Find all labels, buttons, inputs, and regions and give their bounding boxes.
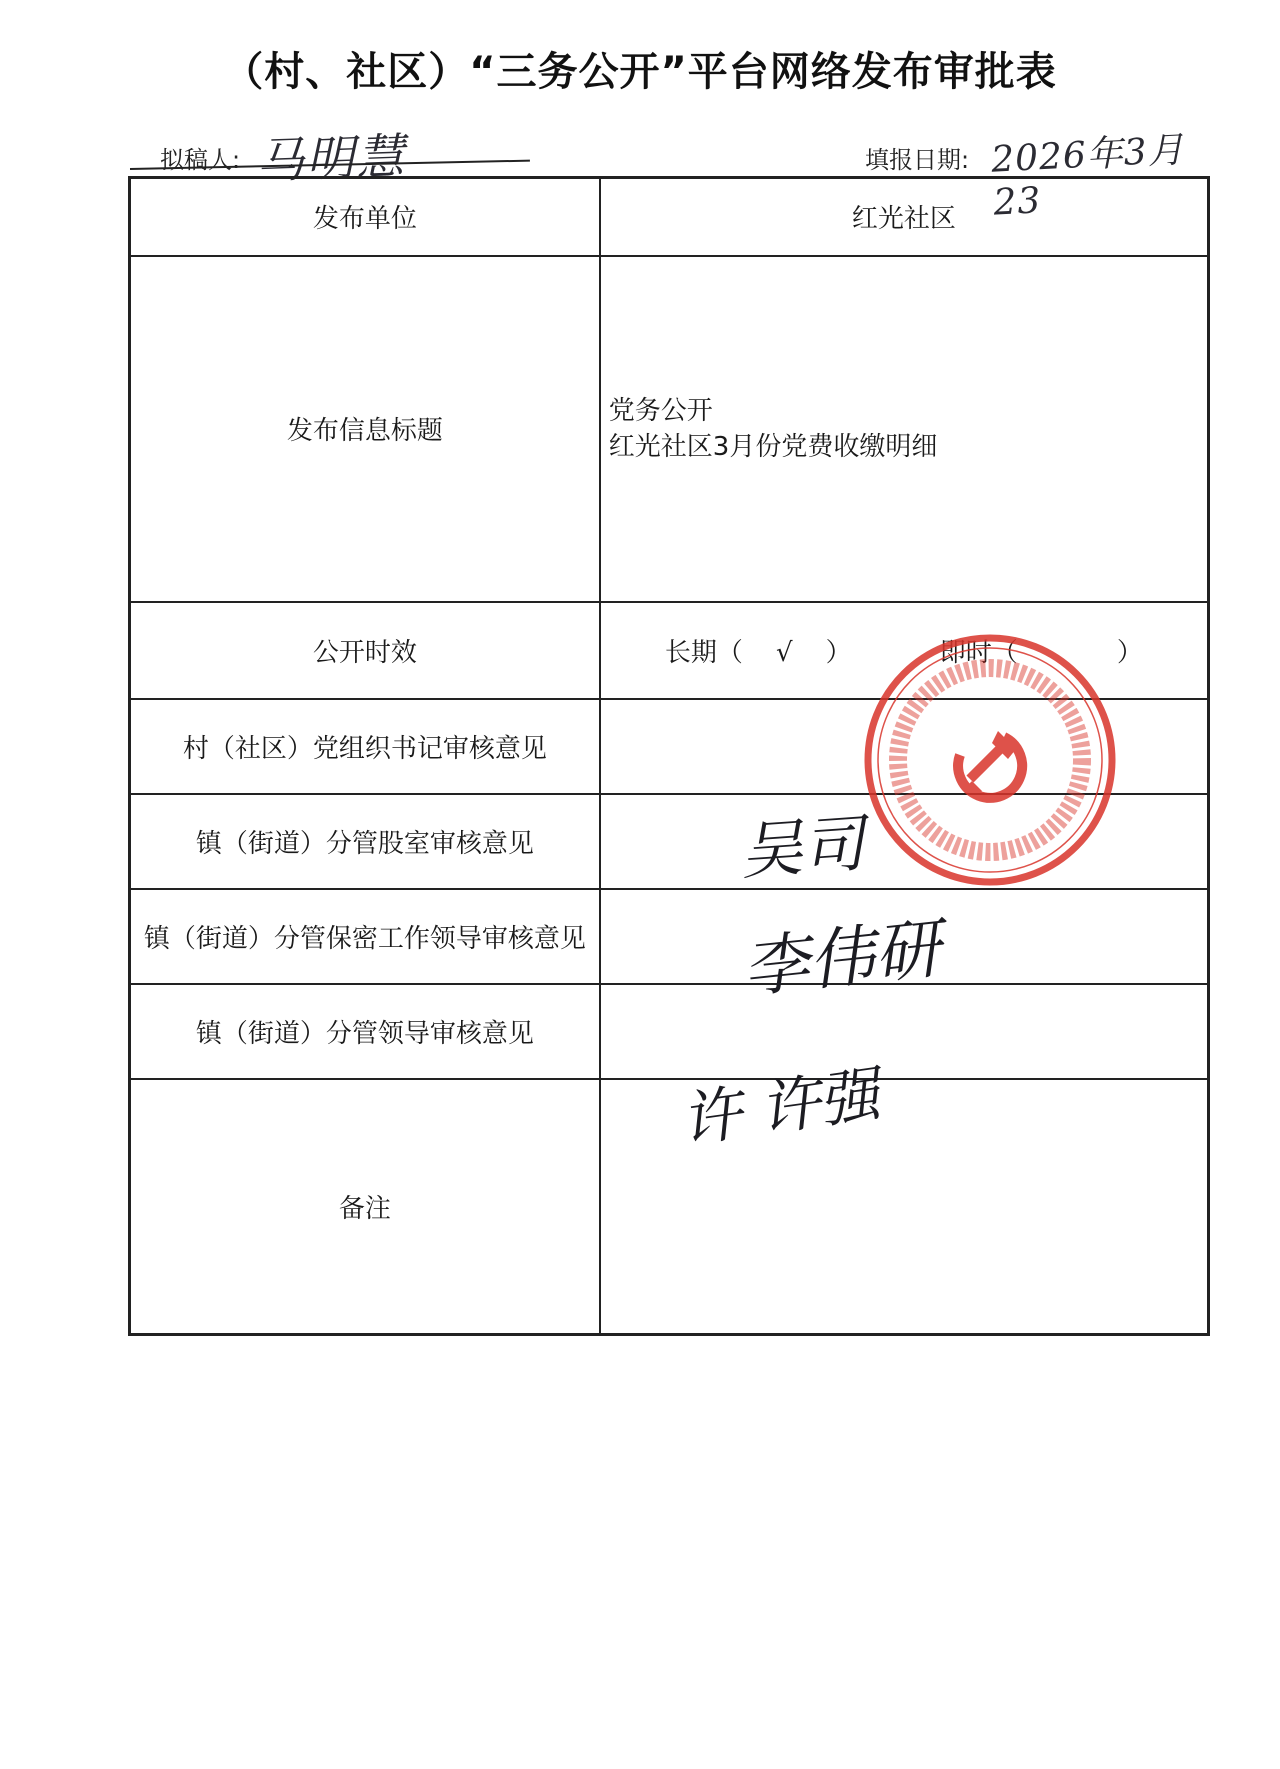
timing-cell <box>600 602 1209 699</box>
table-row <box>130 699 1209 794</box>
row-label: 备注 <box>130 1079 600 1335</box>
table-row <box>130 256 1209 602</box>
confidentiality-leader-signature: 许 许强 <box>676 1059 884 1157</box>
row-label: 村（社区）党组织书记审核意见 <box>130 699 600 794</box>
table-row <box>130 1079 1209 1335</box>
secretary-signature: 吴司 <box>737 806 867 889</box>
date-label: 填报日期: <box>865 146 970 174</box>
remarks-cell <box>600 1079 1209 1335</box>
section-signature: 李伟研 <box>739 909 945 1008</box>
signature-cell <box>600 984 1209 1079</box>
table-row <box>130 178 1209 256</box>
signature-cell <box>600 794 1209 889</box>
table-row <box>130 889 1209 984</box>
signature-cell <box>600 889 1209 984</box>
row-label: 镇（街道）分管领导审核意见 <box>130 984 600 1079</box>
table-row <box>130 984 1209 1079</box>
long-term-option: 长期（ √ ） <box>664 637 852 668</box>
check-mark-icon: √ <box>775 637 793 668</box>
row-label: 镇（街道）分管股室审核意见 <box>130 794 600 889</box>
row-label: 公开时效 <box>130 602 600 699</box>
info-title-line: 党务公开 <box>608 395 713 426</box>
publishing-unit-value: 红光社区 <box>600 178 1209 256</box>
immediate-option: 即时（ ） <box>939 637 1143 668</box>
table-row <box>130 794 1209 889</box>
date-handwritten: 2026年3月23 <box>990 129 1186 224</box>
row-label: 发布单位 <box>130 178 600 256</box>
row-label: 发布信息标题 <box>130 256 600 602</box>
info-title-cell <box>600 256 1209 602</box>
info-title-line: 红光社区3月份党费收缴明细 <box>608 431 938 462</box>
drafter-label: 拟稿人: <box>160 146 241 174</box>
row-label: 镇（街道）分管保密工作领导审核意见 <box>130 889 600 984</box>
table-row <box>130 602 1209 699</box>
signature-cell <box>600 699 1209 794</box>
approval-table <box>128 176 1210 1336</box>
drafter-handwritten: 马明慧 <box>255 128 408 190</box>
form-title: （村、社区）“三务公开”平台网络发布审批表 <box>223 49 1057 95</box>
